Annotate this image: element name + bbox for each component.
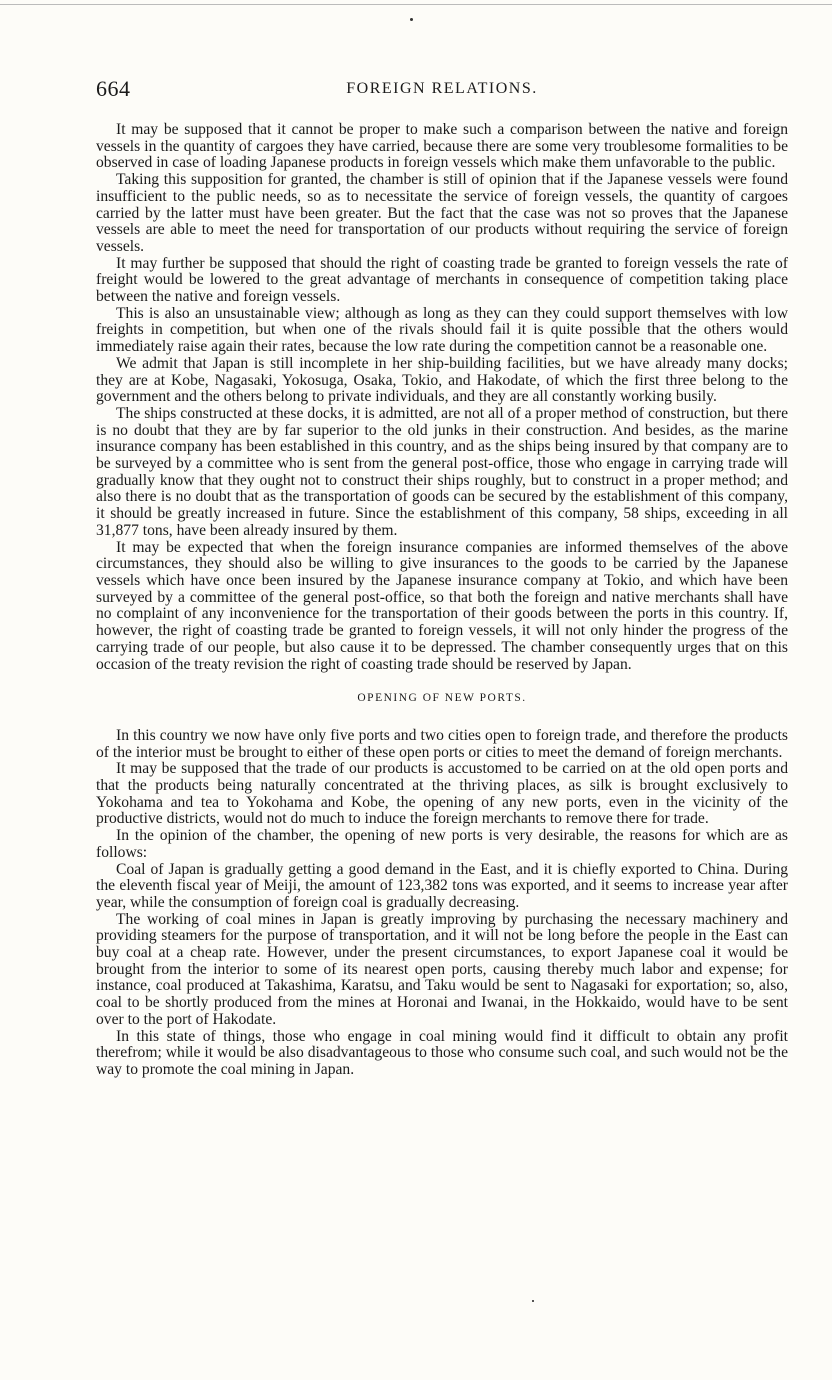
paragraph: In this state of things, those who engage in coal mining would find it difficult to obtain any profit therefrom; while it would be also disadvantageous to those who consume such coal, and such would not be the way to promote the coal mining in Japan. xyxy=(96,1027,788,1078)
paragraph: The ships constructed at these docks, it is admitted, are not all of a proper method of construction, but there is no doubt that they are by far superior to the old junks in their construction. And besides, as the marine insurance company has been established in this country, and as the ships being insured by that company are to be surveyed by a committee who is sent from the general post-office, those who engage in carrying trade will gradually know that they ought not to construct their ships roughly, but to construct in a proper method; and also there is no doubt that as the transportation of goods can be secured by the establishment of this company, it should be greatly increased in future. Since the establishment of this company, 58 ships, exceeding in all 31,877 tons, have been already insured by them. xyxy=(96,404,788,539)
paragraph: It may be supposed that it cannot be proper to make such a comparison between the native and foreign vessels in the quantity of cargoes they have carried, because there are some very troublesome formalities to be observed in case of loading Japanese products in foreign vessels which make them unfavorable to the public. xyxy=(96,121,788,172)
paragraph: This is also an unsustainable view; although as long as they can they could support themselves with low freights in competition, but when one of the rivals should fail it is quite possible that the others would immediately raise again their rates, because the low rate during the competition cannot be a reasonable one. xyxy=(96,304,788,356)
top-edge-rule xyxy=(0,4,832,5)
page-number: 664 xyxy=(96,76,131,101)
section-heading: OPENING OF NEW PORTS. xyxy=(357,692,527,705)
paragraph: It may be expected that when the foreign insurance companies are informed themselves of the above circumstances, they should also be willing to give insurances to the goods to be carried by the Japanese vessels which have once been insured by the Japanese insurance company at Tokio, and which have been surveyed by a committee of the general post-office, so that both the foreign and native merchants shall have no complaint of any inconvenience for the transportation of their goods between the ports in this country. If, however, the right of coasting trade be granted to foreign vessels, it will not only hinder the progress of the carrying trade of our people, but also cause it to be depressed. The chamber consequently urges that on this occasion of the treaty revision the right of coasting trade should be reserved by Japan. xyxy=(96,538,788,673)
paragraph: In this country we now have only five ports and two cities open to foreign trade, and therefore the products of the interior must be brought to either of these open ports or cities to meet the demand of foreign merchants. xyxy=(96,726,788,761)
paragraph: The working of coal mines in Japan is greatly improving by purchasing the necessary machinery and providing steamers for the purpose of transportation, and it will not be long before the people in the East can buy coal at a cheap rate. However, under the present circumstances, to export Japanese coal it would be brought from the interior to some of its nearest open ports, causing thereby much labor and expense; for instance, coal produced at Takashima, Karatsu, and Taku would be sent to Nagasaki for exportation; so, also, coal to be shortly produced from the mines at Horonai and Iwanai, in the Hokkaido, would have to be sent over to the port of Hakodate. xyxy=(96,910,788,1028)
paragraph: Taking this supposition for granted, the chamber is still of opinion that if the Japanese vessels were found insufficient to the public needs, so as to necessitate the service of foreign vessels, the quantity of cargoes carried by the latter must have been greater. But the fact that the case was not so proves that the Japanese vessels are able to meet the need for transportation of our products without requiring the service of foreign vessels. xyxy=(96,171,788,255)
paragraph: It may be supposed that the trade of our products is accustomed to be carried on at the old open ports and that the products being naturally concentrated at the thriving places, as silk is brought exclusively to Yokohama and tea to Yokohama and Kobe, the opening of any new ports, even in the vicinity of the productive districts, would not do much to induce the foreign merchants to remove there for trade. xyxy=(96,760,788,828)
print-mark xyxy=(410,18,413,21)
body-text xyxy=(96,122,788,1079)
paragraph: In the opinion of the chamber, the opening of new ports is very desirable, the reasons for which are as follows: xyxy=(96,827,788,861)
print-speck xyxy=(532,1300,534,1302)
paragraph: Coal of Japan is gradually getting a good demand in the East, and it is chiefly exported to China. During the eleventh fiscal year of Meiji, the amount of 123,382 tons was exported, and it seems to increase year after year, while the consumption of foreign coal is gradually decreasing. xyxy=(96,860,788,911)
paragraph: It may further be supposed that should the right of coasting trade be granted to foreign vessels the rate of freight would be lowered to the great advantage of merchants in consequence of competition taking place between the native and foreign vessels. xyxy=(96,254,788,306)
page-header xyxy=(96,76,788,106)
running-head: FOREIGN RELATIONS. xyxy=(346,80,538,97)
paragraph: We admit that Japan is still incomplete in her ship-building facilities, but we have already many docks; they are at Kobe, Nagasaki, Yokosuga, Osaka, Tokio, and Hakodate, of which the first three belong to the government and the others belong to private individuals, and they are all constantly working busily. xyxy=(96,354,788,406)
